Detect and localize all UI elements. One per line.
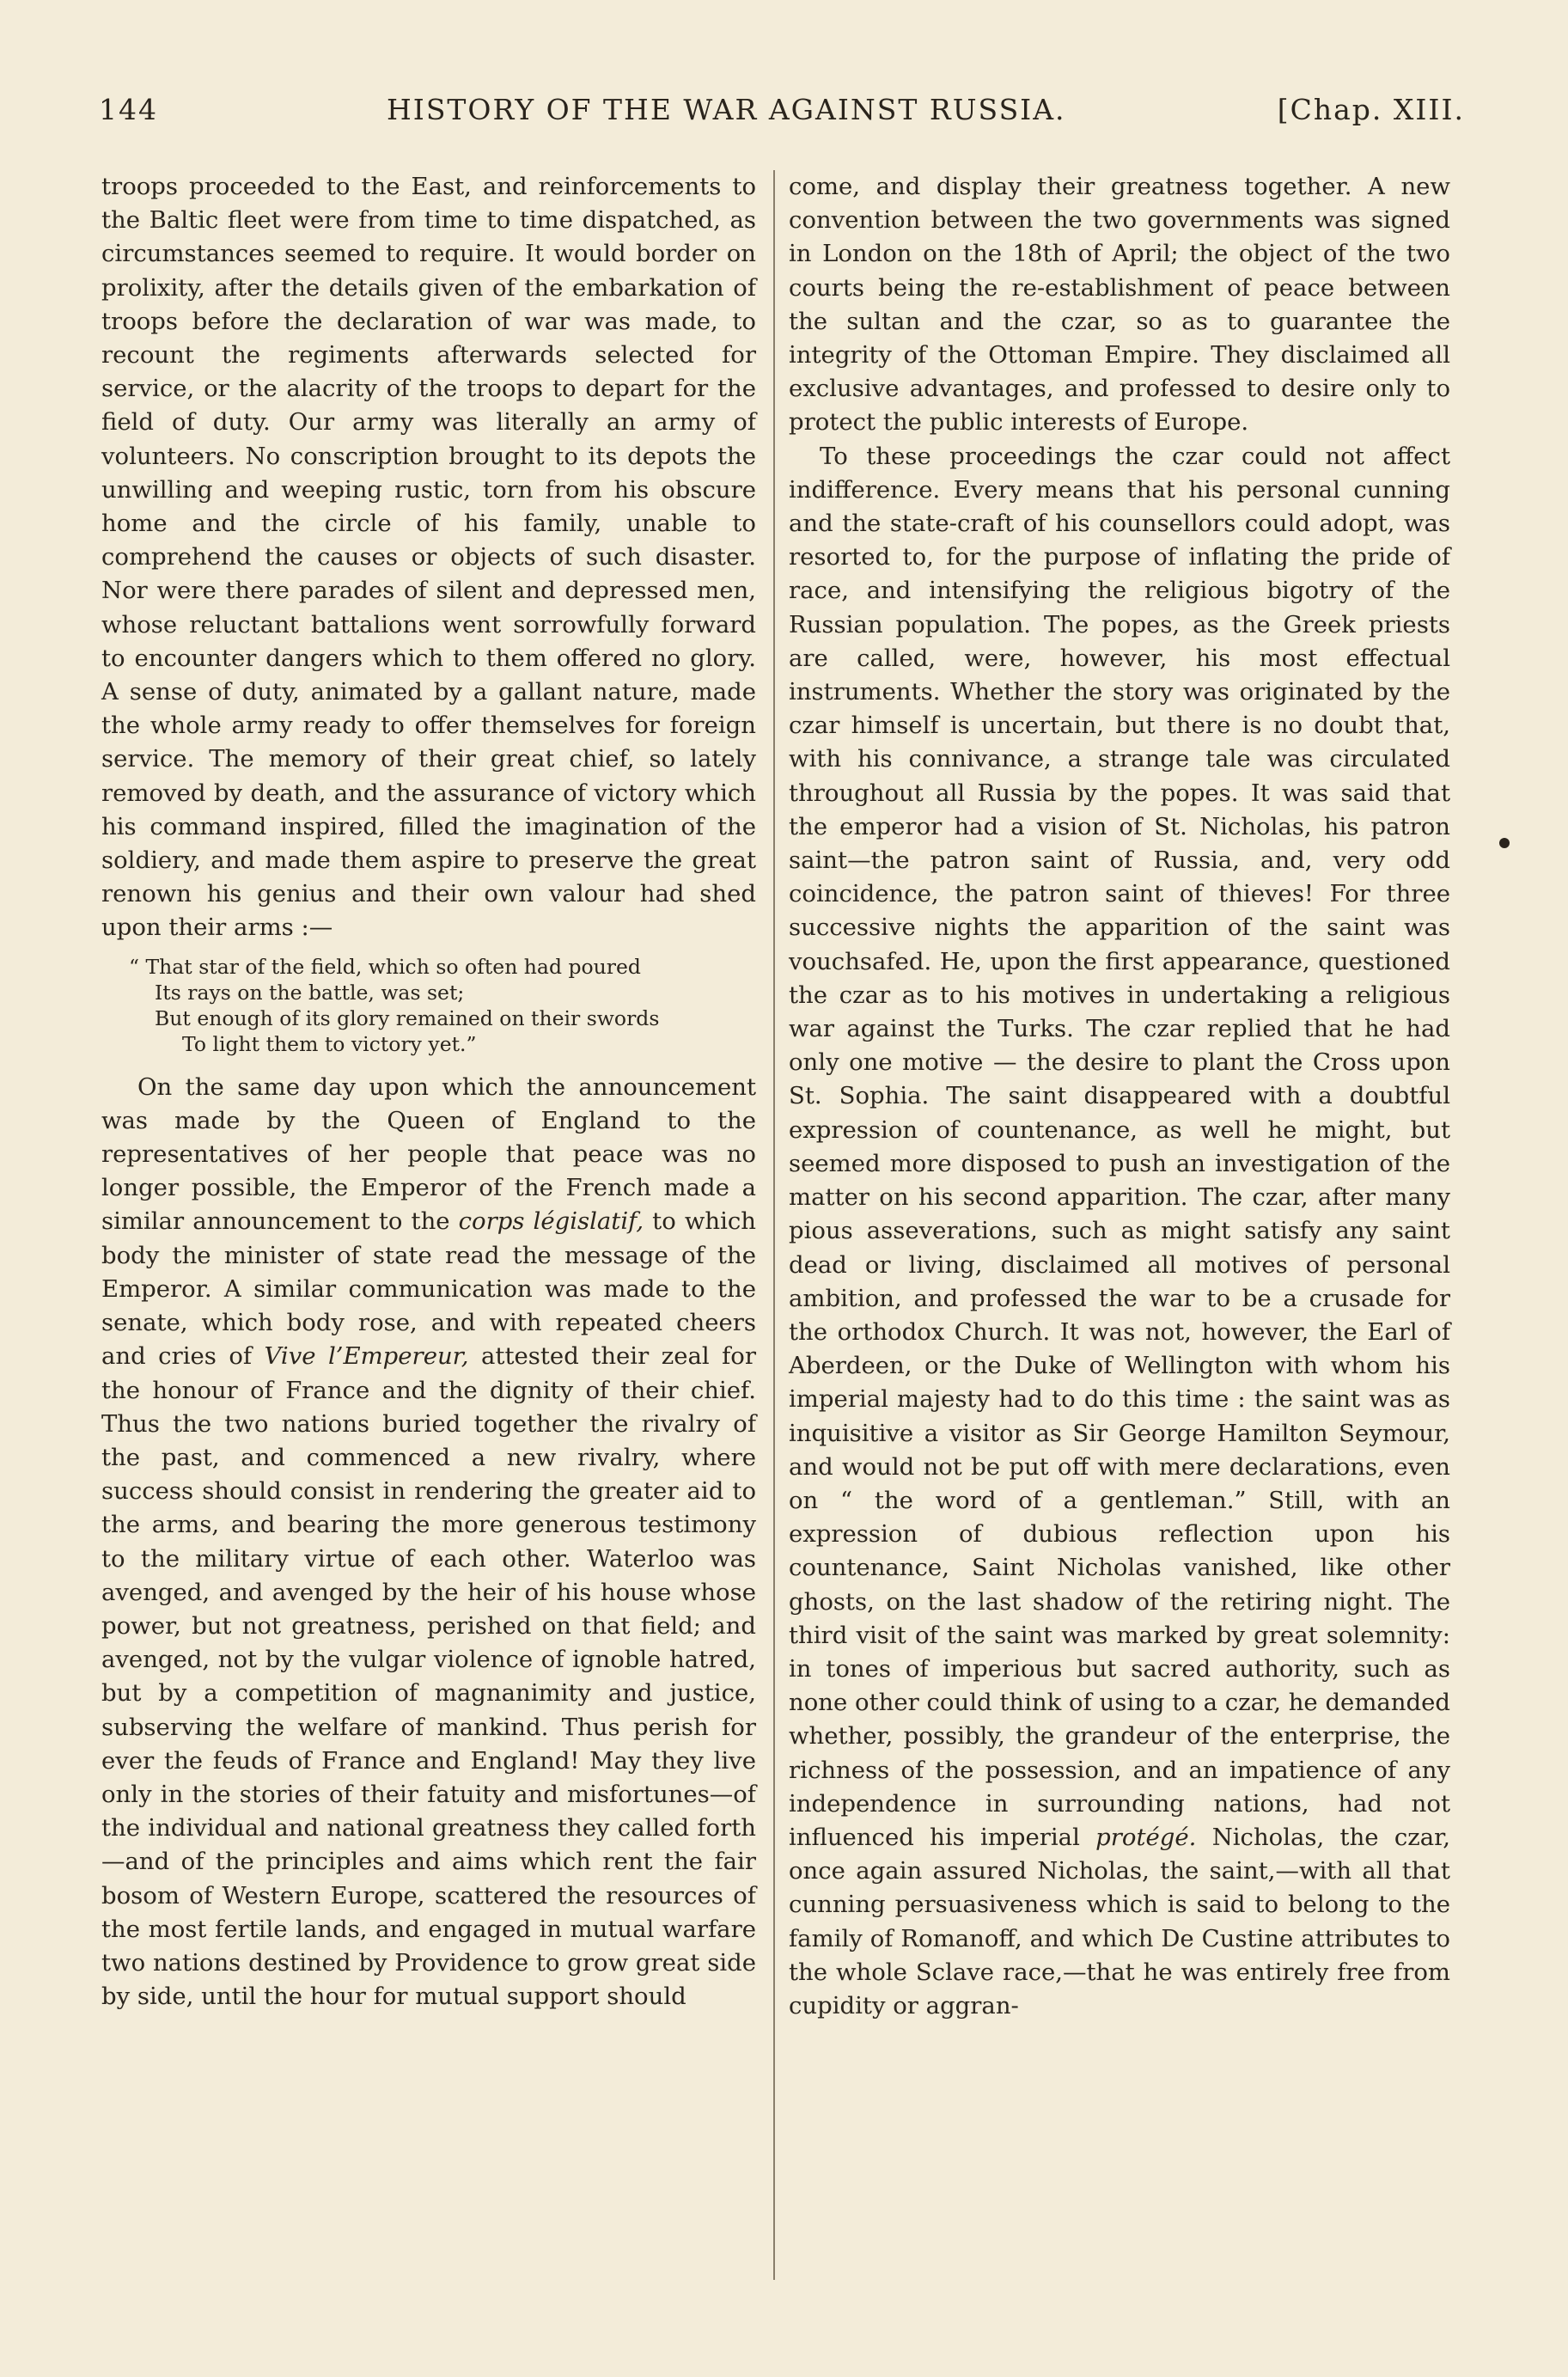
right-column <box>789 170 1450 2023</box>
paragraph <box>101 1071 756 2014</box>
column-divider <box>773 170 775 2280</box>
verse-line: To light them to victory yet.” <box>182 1031 477 1056</box>
italic-text: Vive l’Empereur, <box>264 1342 469 1371</box>
chapter-label: [Chap. XIII. <box>1277 93 1465 126</box>
verse-line: Its rays on the battle, was set; <box>155 980 465 1005</box>
text-run: Nicholas, the czar, once again assured Nicholas, the saint,—with all that cunning persuasiveness which is said to belong to the family of Romanoff, and which De Custine attributes to the whole Sclave race,—that he was entirely free from cupidity or aggran- <box>789 1823 1450 2020</box>
text-run: To these proceedings the czar could not affect indifference. Every means that his personal cunning and the state-craft of his counsellors could adopt, was resorted to, for the purpose of inflating the pride of race, and intensifying the religious bigotry of the Russian population. The popes, as the Greek priests are called, were, however, his most effectual instruments. Whether the story was originated by the czar himself is uncertain, but there is no doubt that, with his connivance, a strange tale was circulated throughout all Russia by the popes. It was said that the emperor had a vision of St. Nicholas, his patron saint—the patron saint of Russia, and, very odd coincidence, the patron saint of thieves! For three successive nights the apparition of the saint was vouchsafed. He, upon the first appearance, questioned the czar as to his motives in undertaking a religious war against the Turks. The czar replied that he had only one motive — the desire to plant the Cross upon St. Sophia. The saint disappeared with a doubtful expression of countenance, as well he might, but seemed more disposed to push an investigation of the matter on his second apparition. The czar, after many pious asseverations, such as might satisfy any saint dead or living, disclaimed all motives of personal ambition, and professed the war to be a crusade for the orthodox Church. It was not, however, the Earl of Aberdeen, or the Duke of Wellington with whom his imperial majesty had to do this time : the saint was as inquisitive a visitor as Sir George Hamilton Seymour, and would not be put off with mere declarations, even on “ the word of a gentleman.” Still, with an expression of dubious reflection upon his countenance, Saint Nicholas vanished, like other ghosts, on the last shadow of the retiring night. The third visit of the saint was marked by great solemnity: in tones of imperious but sacred authority, such as none other could think of using to a czar, he demanded whether, possibly, the grandeur of the enterprise, the richness of the possession, and an impatience of any independence in surrounding nations, had not influenced his imperial <box>789 442 1450 1851</box>
paragraph: troops proceeded to the East, and reinforcements to the Baltic fleet were from time to time dispatched, as circumstances seemed to require. It would border on prolixity, after the details given of the embarkation of troops before the declaration of war was made, to recount the regiments afterwards selected for service, or the alacrity of the troops to depart for the field of duty. Our army was literally an army of volunteers. No conscription brought to its depots the unwilling and weeping rustic, torn from his obscure home and the circle of his family, unable to comprehend the causes or objects of such disaster. Nor were there parades of silent and depressed men, whose reluctant battalions went sorrowfully forward to encounter dangers which to them offered no glory. A sense of duty, animated by a gallant nature, made the whole army ready to offer themselves for foreign service. The memory of their great chief, so lately removed by death, and the assurance of victory which his command inspired, filled the imagination of the soldiery, and made them aspire to preserve the great renown his genius and their own valour had shed upon their arms :— <box>101 173 756 942</box>
verse-line: “ That star of the field, which so often had poured <box>129 954 641 979</box>
page-number: 144 <box>99 93 158 126</box>
running-header <box>99 93 1465 136</box>
paragraph <box>789 440 1450 2024</box>
verse-quotation <box>101 954 756 1057</box>
text-run: On the same day upon which the announcement was made by the Queen of England to the representatives of her people that peace was no longer possible, the Emperor of the French made a similar announcement to the <box>101 1072 756 1236</box>
italic-text: protégé. <box>1095 1823 1197 1851</box>
paragraph: come, and display their greatness together. A new convention between the two governments was signed in London on the 18th of April; the object of the two courts being the re-establishment of peace between the sultan and the czar, so as to guarantee the integrity of the Ottoman Empire. They disclaimed all exclusive advantages, and professed to desire only to protect the public interests of Europe. <box>789 173 1450 437</box>
verse-line: But enough of its glory remained on their swords <box>155 1005 660 1030</box>
text-run: attested their zeal for the honour of France and the dignity of their chief. Thus the two nations buried together the rivalry of the past, and commenced a new rivalry, where success should consist in rendering the greater aid to the arms, and bearing the more generous testimony to the military virtue of each other. Waterloo was avenged, and avenged by the heir of his house whose power, but not greatness, perished on that field; and avenged, not by the vulgar violence of ignoble hatred, but by a competition of magnanimity and justice, subserving the welfare of mankind. Thus perish for ever the feuds of France and England! May they live only in the stories of their fatuity and misfortunes—of the individual and national greatness they called forth—and of the principles and aims which rent the fair bosom of Western Europe, scattered the resources of the most fertile lands, and engaged in mutual warfare two nations destined by Providence to grow great side by side, until the hour for mutual support should <box>101 1342 756 2011</box>
ink-blot <box>1499 838 1510 848</box>
running-title: HISTORY OF THE WAR AGAINST RUSSIA. <box>387 93 1066 126</box>
text-run: to which body the minister of state read the message of the Emperor. A similar communication was made to the senate, which body rose, and with repeated cheers and cries of <box>101 1207 757 1371</box>
italic-text: corps législatif, <box>458 1207 644 1236</box>
left-column <box>101 170 756 2013</box>
